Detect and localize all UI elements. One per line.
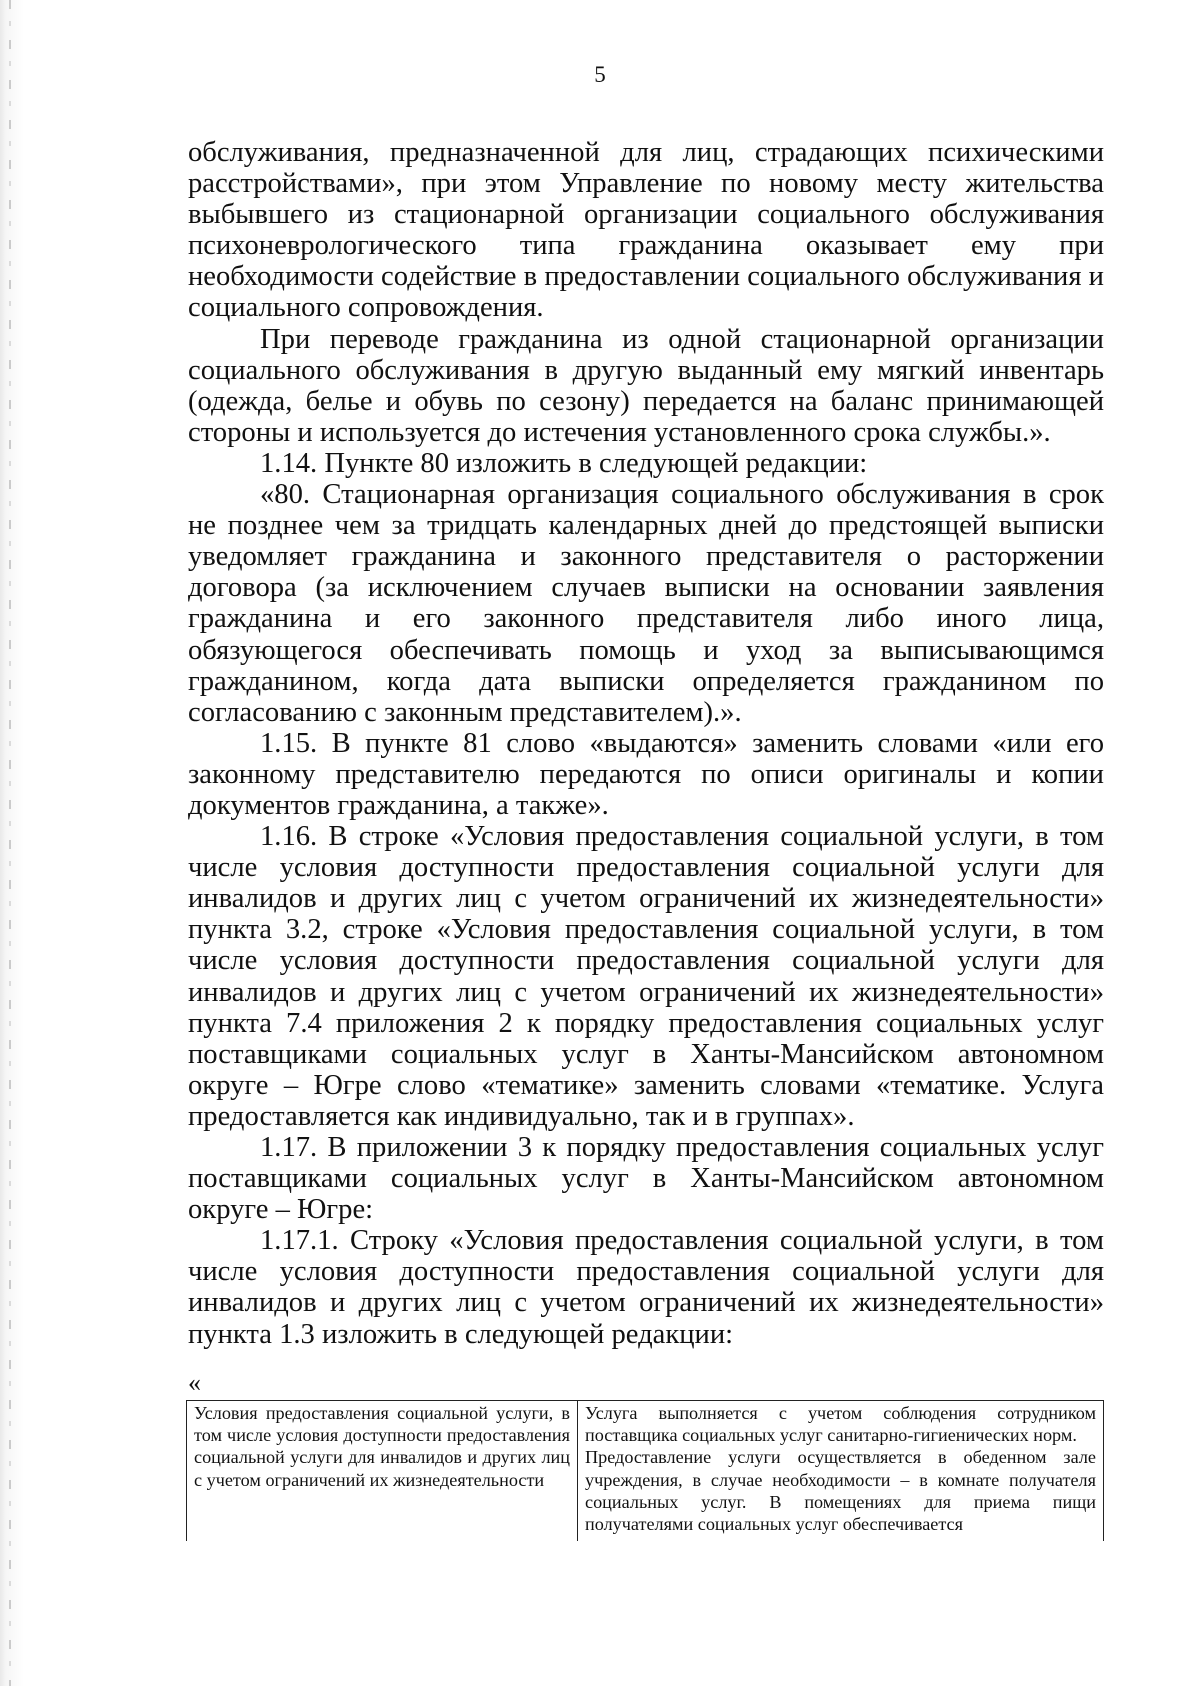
paragraph-item-1-17-1: 1.17.1. Строку «Условия предоставления социальной услуги, в том числе условия доступности предоставления социальной услуги для инвалидов и других лиц с учетом ограничений их жизнедеятельности» пункта 1.3 изложить в следующей редакции:	[188, 1225, 1104, 1350]
paragraph-item-1-16: 1.16. В строке «Условия предоставления социальной услуги, в том числе условия доступности предоставления социальной услуги для инвалидов и других лиц с учетом ограничений их жизнедеятельности» пункта 3.2, строке «Условия предоставления социальной услуги, в том числе условия доступности предоставления социальной услуги для инвалидов и других лиц с учетом ограничений их жизнедеятельности» пункта 7.4 приложения 2 к порядку предоставления социальных услуг поставщиками социальных услуг в Ханты-Мансийском автономном округе – Югре слово «тематике» заменить словами «тематике. Услуга предоставляется как индивидуально, так и в группах».	[188, 821, 1104, 1132]
page-number: 5	[594, 62, 606, 87]
table-cell-conditions-description	[578, 1401, 1104, 1542]
service-conditions-table	[186, 1400, 1104, 1541]
conditions-label-text: Условия предоставления социальной услуги, в том числе условия доступности предоставления социальной услуги для инвалидов и других лиц с учетом ограничений их жизнедеятельности	[194, 1403, 570, 1490]
paragraph-item-1-14: 1.14. Пункте 80 изложить в следующей редакции:	[260, 447, 868, 479]
conditions-description-text-1: Услуга выполняется с учетом соблюдения сотрудником поставщика социальных услуг санитарно-гигиенических норм.	[585, 1403, 1096, 1446]
table-cell-conditions-label	[187, 1401, 578, 1542]
document-body	[188, 137, 1104, 1350]
conditions-description-text-2: Предоставление услуги осуществляется в обеденном зале учреждения, в случае необходимости – в комнате получателя социальных услуг. В помещениях для приема пищи получателями социальных услуг обеспечивается	[585, 1447, 1096, 1535]
paragraph-item-1-17: 1.17. В приложении 3 к порядку предоставления социальных услуг поставщиками социальных услуг в Ханты-Мансийском автономном округе – Югре:	[188, 1132, 1104, 1226]
table-row	[187, 1401, 1104, 1542]
paragraph-continuation: обслуживания, предназначенной для лиц, страдающих психическими расстройствами», при этом Управление по новому месту жительства выбывшего из стационарной организации социального обслуживания психоневрологического типа гражданина оказывает ему при необходимости содействие в предоставлении социального обслуживания и социального сопровождения.	[188, 137, 1104, 324]
opening-quote-mark: «	[188, 1368, 201, 1397]
paragraph-transfer-inventory: При переводе гражданина из одной стационарной организации социального обслуживания в другую выданный ему мягкий инвентарь (одежда, белье и обувь по сезону) передается на баланс принимающей стороны и используется до истечения установленного срока службы.».	[188, 323, 1104, 448]
paragraph-item-1-15: 1.15. В пункте 81 слово «выдаются» заменить словами «или его законному представителю передаются по описи оригиналы и копии документов гражданина, а также».	[188, 727, 1104, 821]
scan-edge-artifact	[0, 0, 26, 1686]
paragraph-item-80-text: «80. Стационарная организация социального обслуживания в срок не позднее чем за тридцать календарных дней до предстоящей выписки уведомляет гражданина и законного представителя о расторжении договора (за исключением случаев выписки на основании заявления гражданина и его законного представителя либо иного лица, обязующегося обеспечивать помощь и уход за выписывающимся гражданином, когда дата выписки определяется гражданином по согласованию с законным представителем).».	[188, 479, 1104, 728]
service-conditions-table-wrapper	[186, 1400, 1104, 1544]
